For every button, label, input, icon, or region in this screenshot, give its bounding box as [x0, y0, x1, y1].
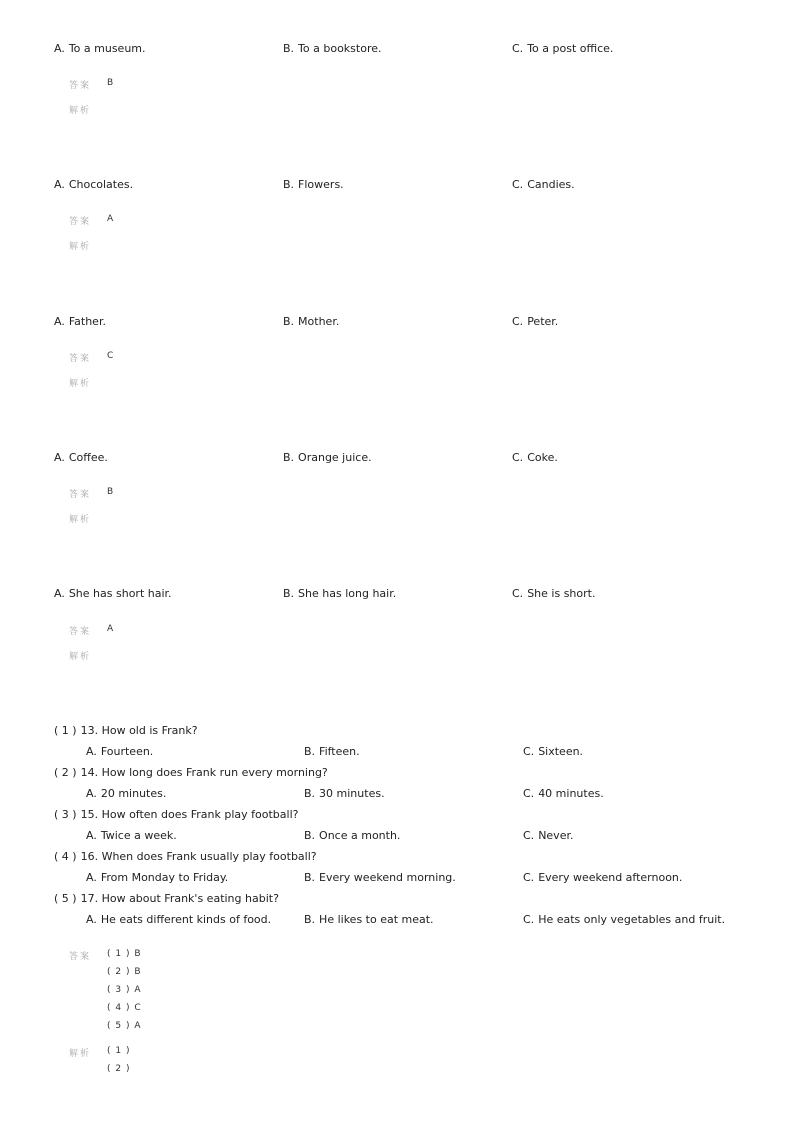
question-block — [0, 449, 794, 525]
options-row — [0, 785, 794, 803]
question-block — [0, 176, 794, 252]
question-block — [0, 585, 794, 662]
answer-line: ( 3 ) A — [107, 985, 142, 995]
answer-label: 答案 — [69, 627, 92, 637]
subquestion — [0, 722, 794, 764]
subquestion-stem: ( 2 ) 14. How long does Frank run every morning? — [54, 766, 328, 779]
subquestion-stem: ( 1 ) 13. How old is Frank? — [54, 724, 198, 737]
option-b: B. He likes to eat meat. — [304, 913, 434, 926]
option-c: C. Coke. — [512, 451, 558, 464]
option-a: A. Twice a week. — [86, 829, 177, 842]
option-b: B. Fifteen. — [304, 745, 360, 758]
answer-value: B — [107, 78, 114, 88]
answer-label: 答案 — [69, 490, 92, 500]
answer-label: 答案 — [69, 217, 92, 227]
question-block — [0, 313, 794, 389]
analysis-line: ( 2 ) — [107, 1064, 131, 1074]
option-b: B. Orange juice. — [283, 451, 372, 464]
subquestion-stem: ( 3 ) 15. How often does Frank play football? — [54, 808, 299, 821]
answer-label: 答案 — [69, 354, 92, 364]
analysis-label: 解析 — [69, 652, 92, 662]
answer-value: C — [107, 351, 114, 361]
option-b: B. She has long hair. — [283, 587, 397, 600]
option-b: B. Once a month. — [304, 829, 401, 842]
answer-line: ( 2 ) B — [107, 967, 142, 977]
analysis-line: ( 1 ) — [107, 1046, 131, 1056]
options-row — [0, 911, 794, 929]
subquestion — [0, 848, 794, 890]
options-row — [0, 585, 794, 603]
option-b: B. Flowers. — [283, 178, 344, 191]
option-a: A. Fourteen. — [86, 745, 154, 758]
option-a: A. Chocolates. — [54, 178, 134, 191]
option-a: A. Coffee. — [54, 451, 108, 464]
option-b: B. Mother. — [283, 315, 340, 328]
options-row — [0, 743, 794, 761]
option-a: A. To a museum. — [54, 42, 146, 55]
subquestion-stem: ( 4 ) 16. When does Frank usually play football? — [54, 850, 317, 863]
option-a: A. He eats different kinds of food. — [86, 913, 272, 926]
answer-label: 答案 — [69, 81, 92, 91]
option-c: C. To a post office. — [512, 42, 614, 55]
answer-value: A — [107, 624, 114, 634]
option-c: C. Every weekend afternoon. — [523, 871, 683, 884]
option-c: C. Candies. — [512, 178, 575, 191]
option-a: A. From Monday to Friday. — [86, 871, 229, 884]
option-c: C. 40 minutes. — [523, 787, 604, 800]
options-row — [0, 827, 794, 845]
option-a: A. She has short hair. — [54, 587, 172, 600]
answer-line: ( 5 ) A — [107, 1021, 142, 1031]
options-row — [0, 449, 794, 467]
answer-line: ( 1 ) B — [107, 949, 142, 959]
subquestion — [0, 806, 794, 848]
option-b: B. 30 minutes. — [304, 787, 385, 800]
answer-value: B — [107, 487, 114, 497]
option-c: C. She is short. — [512, 587, 596, 600]
options-row — [0, 176, 794, 194]
analysis-label: 解析 — [69, 379, 92, 389]
subquestion — [0, 764, 794, 806]
analysis-label: 解析 — [69, 242, 92, 252]
option-b: B. To a bookstore. — [283, 42, 382, 55]
analysis-label: 解析 — [69, 1049, 92, 1059]
option-a: A. Father. — [54, 315, 106, 328]
answer-label: 答案 — [69, 952, 92, 962]
answer-value: A — [107, 214, 114, 224]
options-row — [0, 869, 794, 887]
option-a: A. 20 minutes. — [86, 787, 167, 800]
option-b: B. Every weekend morning. — [304, 871, 456, 884]
answer-line: ( 4 ) C — [107, 1003, 142, 1013]
analysis-label: 解析 — [69, 515, 92, 525]
option-c: C. Never. — [523, 829, 574, 842]
subquestion-stem: ( 5 ) 17. How about Frank's eating habit? — [54, 892, 279, 905]
option-c: C. Peter. — [512, 315, 559, 328]
option-c: C. Sixteen. — [523, 745, 584, 758]
analysis-label: 解析 — [69, 106, 92, 116]
option-c: C. He eats only vegetables and fruit. — [523, 913, 726, 926]
options-row — [0, 40, 794, 58]
subquestion — [0, 890, 794, 932]
options-row — [0, 313, 794, 331]
question-block — [0, 40, 794, 116]
